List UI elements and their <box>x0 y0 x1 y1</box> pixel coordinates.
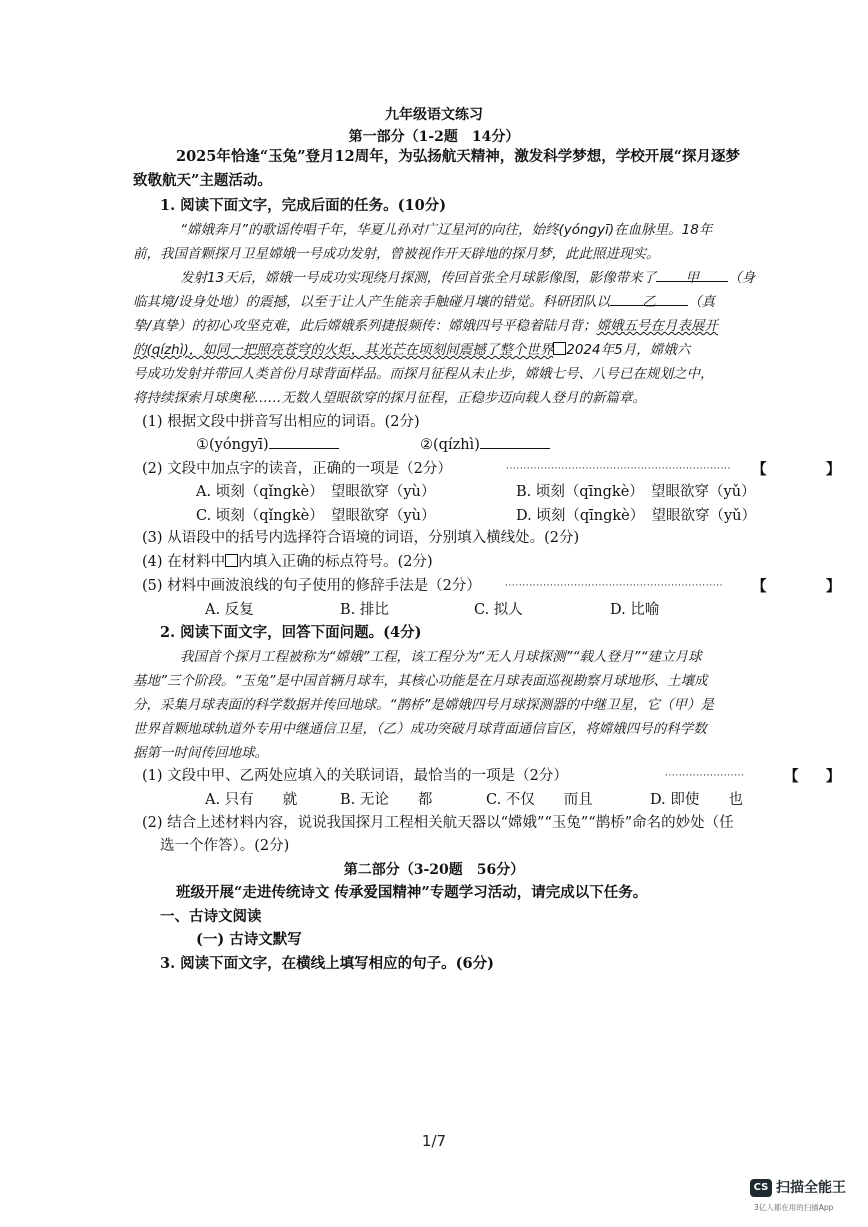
answer-blank <box>480 434 550 449</box>
pinyin-label: ①(yóngyī) <box>196 437 269 453</box>
sub-question-1-5: (5) 材料中画波浪线的句子使用的修辞手法是（2分） <box>142 578 481 594</box>
option-c: C. 拟人 <box>474 602 523 618</box>
answer-bracket-open: 【 <box>784 768 799 785</box>
answer-bracket-open: 【 <box>752 578 767 595</box>
wavy-sentence: 的(qízhì)，如同一把照亮苍穹的火炬，其光芒在顷刻间震撼了整个世界 <box>133 342 554 358</box>
passage-text: 挚/真挚）的初心攻坚克难，此后嫦娥系列捷报频传：嫦娥四号平稳着陆月背； <box>133 318 597 334</box>
sub-question-1-4 <box>142 551 433 573</box>
dot-leader: ································································· <box>506 464 731 474</box>
pinyin-b <box>420 434 550 456</box>
punctuation-box <box>553 342 566 355</box>
sub-question-2-2: (2) 结合上述材料内容，说说我国探月工程相关航天器以“嫦娥”“玉兔”“鹊桥”命名的妙处（任 <box>142 815 734 831</box>
sub-question-2-2-cont: 选一个作答）。(2分) <box>160 838 290 854</box>
answer-bracket-close: 】 <box>826 578 841 595</box>
passage-line: 前，我国首颗探月卫星嫦娥一号成功发射，曾被视作开天辟地的探月梦，此此照进现实。 <box>133 246 660 262</box>
option-a: A. 只有 就 <box>205 792 298 808</box>
option-c: C. 顷刻（qǐngkè） 望眼欲穿（yù） <box>196 508 436 524</box>
scanner-watermark <box>750 1177 868 1227</box>
answer-bracket-open: 【 <box>752 461 767 478</box>
part2-intro: 班级开展“走进传统诗文 传承爱国精神”专题学习活动，请完成以下任务。 <box>176 884 648 901</box>
dot-leader: ······················· <box>665 771 745 781</box>
passage-line: 世界首颗地球轨道外专用中继通信卫星，（乙）成功突破月球背面通信盲区，将嫦娥四号的科学数 <box>133 721 707 737</box>
watermark-name: 扫描全能王 <box>776 1180 846 1196</box>
question-text: (4) 在材料中 <box>142 554 226 570</box>
passage-line: 号成功发射并带回人类首份月球背面样品。而探月征程从未止步，嫦娥七号、八号已在规划之中， <box>133 366 714 382</box>
intro-line: 2025年恰逢“玉兔”登月12周年，为弘扬航天精神，激发科学梦想，学校开展“探月逐梦 <box>176 148 741 165</box>
blank-yi: 乙 <box>610 291 688 306</box>
passage-line: 将持续探索月球奥秘……无数人望眼欲穿的探月征程，正稳步迈向载人登月的新篇章。 <box>133 390 646 406</box>
passage-line: 我国首个探月工程被称为“嫦娥”工程，该工程分为“无人月球探测”“载人登月”“建立月球 <box>180 649 702 665</box>
passage-text: 发射13天后，嫦娥一号成功实现绕月探测，传回首张全月球影像图，影像带来了 <box>180 270 657 286</box>
section-heading: 一、古诗文阅读 <box>160 908 262 925</box>
watermark-tagline: 3亿人都在用的扫描App <box>754 1203 834 1212</box>
passage-text: 2024年5月，嫦娥六 <box>566 342 691 358</box>
passage-line <box>180 267 755 289</box>
camscanner-icon: CS <box>750 1179 772 1197</box>
option-a: A. 顷刻（qǐngkè） 望眼欲穿（yù） <box>196 484 436 500</box>
sub-question-2-1: (1) 文段中甲、乙两处应填入的关联词语，最恰当的一项是（2分） <box>142 768 568 784</box>
part1-heading: 第一部分（1-2题 14分） <box>348 129 520 145</box>
passage-line: 基地”三个阶段。“玉兔”是中国首辆月球车，其核心功能是在月球表面巡视勘察月球地形、土壤成 <box>133 673 708 689</box>
question-text: (2) 文段中加点字的读音，正确的一项是（2分） <box>142 461 452 477</box>
passage-line: 分，采集月球表面的科学数据并传回地球。“鹊桥”是嫦娥四号月球探测器的中继卫星，它（甲）是 <box>133 697 714 713</box>
passage-text: （身 <box>728 270 756 286</box>
sub-question-1-1: (1) 根据文段中拼音写出相应的词语。(2分) <box>142 414 420 430</box>
dot-leader: ······························································· <box>505 581 724 591</box>
answer-blank <box>269 434 339 449</box>
passage-line <box>133 291 715 313</box>
option-c: C. 不仅 而且 <box>486 792 593 808</box>
question-2-stem: 2. 阅读下面文字，回答下面问题。(4分) <box>160 624 422 641</box>
part2-heading: 第二部分（3-20题 56分） <box>343 862 525 878</box>
option-d: D. 即使 也 <box>650 792 743 808</box>
subsection-heading: (一) 古诗文默写 <box>196 931 302 948</box>
wavy-sentence: 嫦娥五号在月表展开 <box>596 318 719 334</box>
sub-question-1-3: (3) 从语段中的括号内选择符合语境的词语，分别填入横线处。(2分) <box>142 530 580 546</box>
option-d: D. 比喻 <box>610 602 660 618</box>
sub-question-1-2 <box>142 458 452 480</box>
passage-text: （真 <box>688 294 716 310</box>
answer-bracket-close: 】 <box>826 768 841 785</box>
intro-line: 致敬航天”主题活动。 <box>133 172 272 189</box>
option-b: B. 无论 都 <box>340 792 433 808</box>
option-d: D. 顷刻（qīngkè） 望眼欲穿（yǔ） <box>516 508 757 524</box>
passage-line <box>133 339 690 361</box>
option-b: B. 排比 <box>340 602 389 618</box>
pinyin-a <box>196 434 339 456</box>
option-b: B. 顷刻（qīngkè） 望眼欲穿（yǔ） <box>516 484 756 500</box>
punctuation-box <box>225 554 238 567</box>
pinyin-label: ②(qízhì) <box>420 437 480 453</box>
option-a: A. 反复 <box>205 602 254 618</box>
passage-line: 据第一时间传回地球。 <box>133 745 268 761</box>
page-number: 1/7 <box>421 1132 447 1150</box>
passage-line: “嫦娥奔月”的歌谣传唱千年，华夏儿孙对广辽星河的向往，始终(yóngyī)在血脉里。18年 <box>180 222 713 238</box>
question-3-stem: 3. 阅读下面文字，在横线上填写相应的句子。(6分) <box>160 955 494 972</box>
exam-title: 九年级语文练习 <box>385 107 483 123</box>
blank-jia: 甲 <box>656 267 728 282</box>
passage-text: 临其境/设身处地）的震撼，以至于让人产生能亲手触碰月壤的错觉。科研团队以 <box>133 294 611 310</box>
answer-bracket-close: 】 <box>826 461 841 478</box>
question-text: 内填入正确的标点符号。(2分) <box>238 554 433 570</box>
passage-line <box>133 315 718 337</box>
question-1-stem: 1. 阅读下面文字，完成后面的任务。(10分) <box>160 197 447 214</box>
